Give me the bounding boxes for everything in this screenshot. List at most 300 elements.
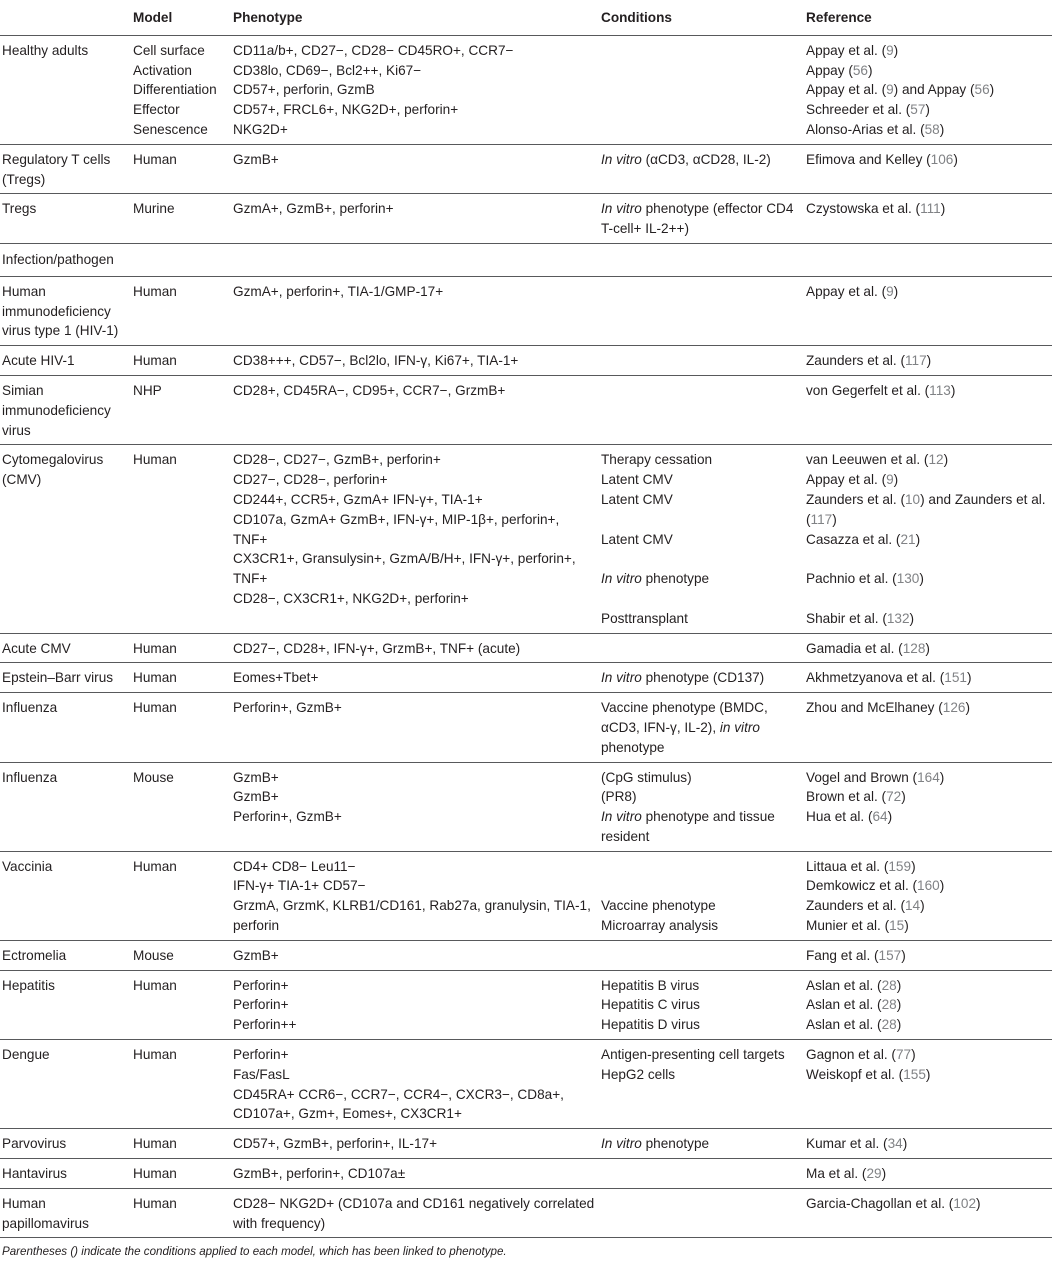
conditions-line (601, 530, 801, 550)
model-line: Human (133, 670, 177, 686)
row-name: Cytomegalovirus (CMV) (0, 445, 131, 633)
reference-number[interactable]: 128 (902, 640, 926, 656)
row-name: Hantavirus (0, 1159, 131, 1189)
conditions-line (601, 976, 801, 996)
reference-text: ) (893, 283, 899, 299)
phenotype-line: Perforin++ (233, 1017, 297, 1033)
phenotype-line: CD11a/b+, CD27−, CD28− CD45RO+, CCR7− (233, 42, 514, 58)
reference-text: Pachnio et al. ( (806, 571, 897, 587)
reference-line (806, 100, 1049, 120)
reference-text: ) (911, 1047, 916, 1063)
reference-number[interactable]: 72 (886, 789, 902, 805)
row-conditions (599, 663, 804, 693)
reference-line (806, 80, 1049, 100)
reference-text: ) (887, 809, 893, 825)
phenotype-line: Perforin+, GzmB+ (233, 809, 342, 825)
reference-text: ) (893, 472, 899, 488)
row-reference (804, 970, 1052, 1039)
conditions-text: Therapy cessation (601, 452, 713, 468)
table-header (0, 0, 1052, 35)
phenotype-line: GzmB+ (233, 947, 279, 963)
phenotype-line: CD57+, FRCL6+, NKG2D+, perforin+ (233, 102, 459, 118)
reference-text: ) (939, 769, 945, 785)
reference-number[interactable]: 113 (929, 382, 951, 398)
reference-text: Alonso-Arias et al. ( (806, 121, 925, 137)
conditions-line (601, 589, 801, 609)
row-reference (804, 663, 1052, 693)
phenotype-line: Perforin+ (233, 1047, 289, 1063)
conditions-line (601, 470, 801, 490)
row-conditions (599, 851, 804, 940)
row-reference (804, 851, 1052, 940)
reference-text: ) (911, 858, 916, 874)
row-name: Acute CMV (0, 633, 131, 663)
model-line: Effector (133, 102, 180, 118)
row-conditions (599, 276, 804, 345)
model-line: Human (133, 353, 177, 369)
reference-text: van Leeuwen et al. ( (806, 452, 929, 468)
row-reference (804, 35, 1052, 144)
row-name: Simian immunodeficiency virus (0, 375, 131, 444)
table-row (0, 851, 1052, 940)
row-phenotype (231, 1188, 599, 1238)
row-reference (804, 144, 1052, 194)
reference-text: Shabir et al. ( (806, 610, 887, 626)
row-reference (804, 375, 1052, 444)
reference-text: Kumar et al. ( (806, 1136, 888, 1152)
reference-number[interactable]: 164 (917, 769, 940, 785)
reference-number[interactable]: 9 (886, 283, 894, 299)
reference-line (806, 639, 1049, 659)
table-row (0, 1188, 1052, 1238)
reference-number[interactable]: 12 (928, 452, 944, 468)
row-conditions (599, 35, 804, 144)
model-line: Human (133, 1166, 177, 1182)
conditions-line (601, 150, 801, 170)
reference-line (806, 381, 1049, 401)
phenotype-line: CD57+, perforin, GzmB (233, 82, 375, 98)
row-reference (804, 940, 1052, 970)
conditions-text: Hepatitis C virus (601, 997, 700, 1013)
reference-line (806, 995, 1049, 1015)
reference-number[interactable]: 64 (872, 809, 888, 825)
reference-text: Vogel and Brown ( (806, 769, 918, 785)
reference-number[interactable]: 77 (895, 1047, 912, 1063)
row-conditions (599, 1159, 804, 1189)
reference-text: ) (965, 700, 970, 716)
conditions-text: (PR8) (601, 789, 637, 805)
row-model (131, 940, 231, 970)
model-line: Human (133, 700, 177, 716)
reference-text: Zaunders et al. ( (806, 491, 905, 507)
table-row (0, 375, 1052, 444)
row-name: Acute HIV-1 (0, 346, 131, 376)
model-line: Cell surface (133, 42, 205, 58)
conditions-line (601, 698, 801, 757)
reference-text: ) (943, 452, 949, 468)
header-reference: Reference (804, 0, 1052, 35)
conditions-text: phenotype (641, 1136, 710, 1152)
phenotype-line: CD28− NKG2D+ (CD107a and CD161 negatively correlated with frequency) (233, 1195, 595, 1231)
reference-line (806, 916, 1049, 936)
reference-number[interactable]: 21 (900, 531, 916, 547)
phenotype-line: Fas/FasL (233, 1066, 290, 1082)
model-line: Human (133, 1195, 177, 1211)
reference-text: ) (904, 918, 909, 934)
row-phenotype (231, 346, 599, 376)
row-model (131, 346, 231, 376)
reference-number[interactable]: 160 (917, 878, 940, 894)
row-name: Tregs (0, 194, 131, 244)
row-phenotype (231, 851, 599, 940)
reference-text: ) (902, 1136, 908, 1152)
reference-line (806, 698, 1049, 718)
conditions-text: Microarray analysis (601, 918, 719, 934)
model-line: Human (133, 977, 177, 993)
reference-text: ) (939, 878, 945, 894)
table-row (0, 1040, 1052, 1129)
model-line: Human (133, 1136, 177, 1152)
conditions-line (601, 916, 801, 936)
table-body (0, 35, 1052, 1238)
reference-number[interactable]: 157 (878, 947, 902, 963)
reference-text: Aslan et al. ( (806, 1017, 882, 1033)
conditions-line (601, 896, 801, 916)
row-name: Epstein–Barr virus (0, 663, 131, 693)
conditions-text: Latent CMV (601, 531, 673, 547)
row-phenotype (231, 1129, 599, 1159)
reference-line (806, 857, 1049, 877)
phenotype-line: CD107a, GzmA+ GzmB+, IFN-γ+, MIP-1β+, perforin+, TNF+ (233, 511, 560, 547)
phenotype-line: GzmB+ (233, 769, 279, 785)
reference-text: ) (966, 670, 972, 686)
reference-number[interactable]: 132 (886, 610, 910, 626)
conditions-line (601, 787, 801, 807)
row-name: Influenza (0, 693, 131, 762)
reference-number[interactable]: 14 (904, 898, 921, 914)
reference-number[interactable]: 34 (887, 1136, 903, 1152)
reference-text: Efimova and Kelley ( (806, 151, 931, 167)
phenotype-line: CD28−, CD27−, GzmB+, perforin+ (233, 452, 441, 468)
reference-line (806, 470, 1049, 490)
reference-number[interactable]: 106 (930, 151, 954, 167)
reference-number[interactable]: 9 (886, 472, 894, 488)
reference-line (806, 61, 1049, 81)
row-phenotype (231, 375, 599, 444)
table-row (0, 144, 1052, 194)
row-name: Regulatory T cells (Tregs) (0, 144, 131, 194)
phenotype-line: Eomes+Tbet+ (233, 670, 319, 686)
row-phenotype (231, 693, 599, 762)
reference-line (806, 120, 1049, 140)
reference-text: Demkowicz et al. ( (806, 878, 918, 894)
model-line: Senescence (133, 121, 208, 137)
reference-text: ) (953, 151, 958, 167)
reference-number[interactable]: 28 (881, 1017, 897, 1033)
reference-text: Ma et al. ( (806, 1166, 867, 1182)
conditions-line (601, 490, 801, 510)
row-phenotype (231, 276, 599, 345)
reference-line (806, 41, 1049, 61)
reference-number[interactable]: 155 (903, 1066, 926, 1082)
reference-text: von Gegerfelt et al. ( (806, 382, 930, 398)
conditions-text: phenotype (CD137) (641, 670, 765, 686)
conditions-italic: In vitro (601, 1136, 642, 1152)
reference-number[interactable]: 29 (866, 1166, 882, 1182)
reference-text: ) (925, 1066, 931, 1082)
reference-line (806, 609, 1049, 629)
reference-text: Weiskopf et al. ( (806, 1066, 904, 1082)
reference-line (806, 807, 1049, 827)
row-model (131, 663, 231, 693)
conditions-italic: In vitro (601, 809, 642, 825)
model-line: Activation (133, 62, 192, 78)
row-name: Healthy adults (0, 35, 131, 144)
row-model (131, 1159, 231, 1189)
row-phenotype (231, 35, 599, 144)
reference-line (806, 1134, 1049, 1154)
conditions-line (601, 1065, 801, 1085)
row-model (131, 693, 231, 762)
reference-text: Czystowska et al. ( (806, 201, 921, 217)
reference-line (806, 1065, 1049, 1085)
reference-text: Appay et al. ( (806, 472, 887, 488)
model-line: Mouse (133, 947, 174, 963)
row-model (131, 144, 231, 194)
reference-text: ) (925, 102, 930, 118)
table-row (0, 940, 1052, 970)
reference-number[interactable]: 111 (920, 201, 941, 217)
reference-text: Hua et al. ( (806, 809, 873, 825)
reference-text: ) (893, 42, 899, 58)
row-conditions (599, 375, 804, 444)
phenotype-line: CD38+++, CD57−, Bcl2lo, IFN-γ, Ki67+, TIA-1+ (233, 353, 519, 369)
conditions-line (601, 1045, 801, 1065)
reference-number[interactable]: 117 (810, 511, 833, 527)
reference-line (806, 876, 1049, 896)
conditions-text: Hepatitis D virus (601, 1017, 700, 1033)
row-model (131, 35, 231, 144)
reference-text: ) (915, 531, 921, 547)
reference-number[interactable]: 15 (889, 918, 905, 934)
model-line: Murine (133, 201, 175, 217)
reference-line (806, 199, 1049, 219)
reference-line (806, 1194, 1049, 1214)
row-conditions (599, 633, 804, 663)
conditions-text: (CpG stimulus) (601, 769, 692, 785)
conditions-line (601, 199, 801, 239)
conditions-italic: In vitro (601, 670, 642, 686)
reference-number[interactable]: 56 (974, 82, 990, 98)
reference-line (806, 450, 1049, 470)
row-conditions (599, 1040, 804, 1129)
header-conditions: Conditions (599, 0, 804, 35)
model-line: Human (133, 1047, 177, 1063)
row-conditions (599, 1188, 804, 1238)
reference-text: ) (950, 382, 956, 398)
row-conditions (599, 346, 804, 376)
phenotype-line: GzmB+ (233, 151, 279, 167)
row-name: Influenza (0, 762, 131, 851)
row-model (131, 375, 231, 444)
reference-number[interactable]: 130 (896, 571, 920, 587)
reference-text: Appay ( (806, 62, 853, 78)
reference-text: Aslan et al. ( (806, 977, 882, 993)
reference-text: ) (896, 1017, 902, 1033)
reference-line (806, 768, 1049, 788)
reference-line (806, 1164, 1049, 1184)
reference-line (806, 490, 1049, 530)
reference-line (806, 896, 1049, 916)
table-row (0, 194, 1052, 244)
reference-text: ) (940, 201, 946, 217)
reference-number[interactable]: 56 (852, 62, 868, 78)
row-conditions (599, 194, 804, 244)
row-name: Dengue (0, 1040, 131, 1129)
reference-number[interactable]: 126 (942, 700, 966, 716)
conditions-text: phenotype and tissue resident (601, 809, 775, 844)
row-model (131, 194, 231, 244)
reference-text: ) (976, 1195, 981, 1211)
table-row (0, 445, 1052, 633)
phenotype-line: GzmB+ (233, 789, 279, 805)
row-phenotype (231, 1040, 599, 1129)
conditions-line (601, 857, 801, 877)
phenotype-line: CD38lo, CD69−, Bcl2++, Ki67− (233, 62, 422, 78)
row-reference (804, 693, 1052, 762)
row-reference (804, 633, 1052, 663)
reference-line (806, 787, 1049, 807)
phenotype-line: Perforin+ (233, 977, 289, 993)
row-name: Hepatitis (0, 970, 131, 1039)
phenotype-line: CD45RA+ CCR6−, CCR7−, CCR4−, CXCR3−, CD8a+, CD107a+, Gzm+, Eomes+, CX3CR1+ (233, 1086, 564, 1122)
row-model (131, 970, 231, 1039)
reference-text: ) (925, 640, 930, 656)
reference-number[interactable]: 9 (886, 82, 894, 98)
reference-text: Appay et al. ( (806, 283, 887, 299)
conditions-text: Posttransplant (601, 610, 688, 626)
row-phenotype (231, 633, 599, 663)
conditions-text: Latent CMV (601, 472, 673, 488)
reference-number[interactable]: 102 (953, 1195, 977, 1211)
phenotype-line: NKG2D+ (233, 121, 288, 137)
model-line: NHP (133, 382, 162, 398)
reference-text: Gamadia et al. ( (806, 640, 903, 656)
phenotype-line: GzmA+, perforin+, TIA-1/GMP-17+ (233, 283, 444, 299)
reference-text: Fang et al. ( (806, 947, 879, 963)
row-phenotype (231, 940, 599, 970)
reference-text: Littaua et al. ( (806, 858, 889, 874)
reference-number[interactable]: 10 (904, 491, 921, 507)
reference-text: ) (920, 898, 925, 914)
conditions-line (601, 609, 801, 629)
model-line: Mouse (133, 769, 174, 785)
reference-text: Brown et al. ( (806, 789, 887, 805)
conditions-line (601, 569, 801, 589)
reference-text: ) (881, 1166, 887, 1182)
row-reference (804, 762, 1052, 851)
reference-text: Gagnon et al. ( (806, 1047, 896, 1063)
row-phenotype (231, 445, 599, 633)
phenotype-line: Perforin+, GzmB+ (233, 700, 342, 716)
conditions-text: phenotype (effector CD4 T-cell+ IL-2++) (601, 201, 794, 237)
header-model: Model (131, 0, 231, 35)
row-phenotype (231, 663, 599, 693)
conditions-text: Vaccine phenotype (601, 898, 716, 914)
row-model (131, 633, 231, 663)
reference-text: Garcia-Chagollan et al. ( (806, 1195, 954, 1211)
model-line: Human (133, 151, 177, 167)
row-reference (804, 1129, 1052, 1159)
phenotype-line: GrzmA, GrzmK, KLRB1/CD161, Rab27a, granulysin, TIA-1, perforin (233, 898, 591, 934)
reference-line (806, 549, 1049, 569)
conditions-line (601, 668, 801, 688)
model-line: Human (133, 858, 177, 874)
reference-number[interactable]: 57 (910, 102, 926, 118)
reference-number[interactable]: 28 (881, 977, 897, 993)
reference-line (806, 589, 1049, 609)
reference-number[interactable]: 117 (904, 353, 927, 369)
conditions-line (601, 807, 801, 847)
phenotype-line: CD28+, CD45RA−, CD95+, CCR7−, GrzmB+ (233, 382, 506, 398)
table-row (0, 970, 1052, 1039)
section-heading: Infection/pathogen (0, 243, 1052, 276)
reference-text: ) (909, 610, 915, 626)
table-row (0, 346, 1052, 376)
table-row (0, 1159, 1052, 1189)
reference-number[interactable]: 159 (888, 858, 912, 874)
reference-number[interactable]: 9 (886, 42, 894, 58)
conditions-line (601, 1134, 801, 1154)
conditions-line (601, 995, 801, 1015)
reference-text: Schreeder et al. ( (806, 102, 911, 118)
table-row (0, 663, 1052, 693)
reference-text: ) (919, 571, 924, 587)
phenotype-line: CD4+ CD8− Leu11− (233, 858, 356, 874)
reference-text: ) (896, 997, 902, 1013)
row-reference (804, 346, 1052, 376)
conditions-line (601, 510, 801, 530)
row-conditions (599, 1129, 804, 1159)
row-conditions (599, 144, 804, 194)
reference-text: ) (926, 353, 932, 369)
table-row (0, 276, 1052, 345)
row-reference (804, 445, 1052, 633)
table-row (0, 762, 1052, 851)
row-conditions (599, 940, 804, 970)
reference-line (806, 530, 1049, 550)
reference-text: ) and Zaunders et al. ( (806, 491, 1046, 527)
reference-line (806, 282, 1049, 302)
reference-text: Aslan et al. ( (806, 997, 882, 1013)
reference-number[interactable]: 28 (881, 997, 897, 1013)
row-conditions (599, 445, 804, 633)
model-line: Human (133, 283, 177, 299)
conditions-text: HepG2 cells (601, 1066, 676, 1082)
reference-number[interactable]: 58 (924, 121, 940, 137)
row-name: Ectromelia (0, 940, 131, 970)
conditions-text: phenotype (601, 739, 665, 755)
row-name: Vaccinia (0, 851, 131, 940)
row-model (131, 1040, 231, 1129)
reference-number[interactable]: 151 (944, 670, 967, 686)
row-phenotype (231, 762, 599, 851)
row-phenotype (231, 1159, 599, 1189)
model-line: Human (133, 452, 177, 468)
reference-line (806, 150, 1049, 170)
phenotype-line: CD27−, CD28+, IFN-γ+, GrzmB+, TNF+ (acute) (233, 640, 521, 656)
phenotype-line: Perforin+ (233, 997, 289, 1013)
